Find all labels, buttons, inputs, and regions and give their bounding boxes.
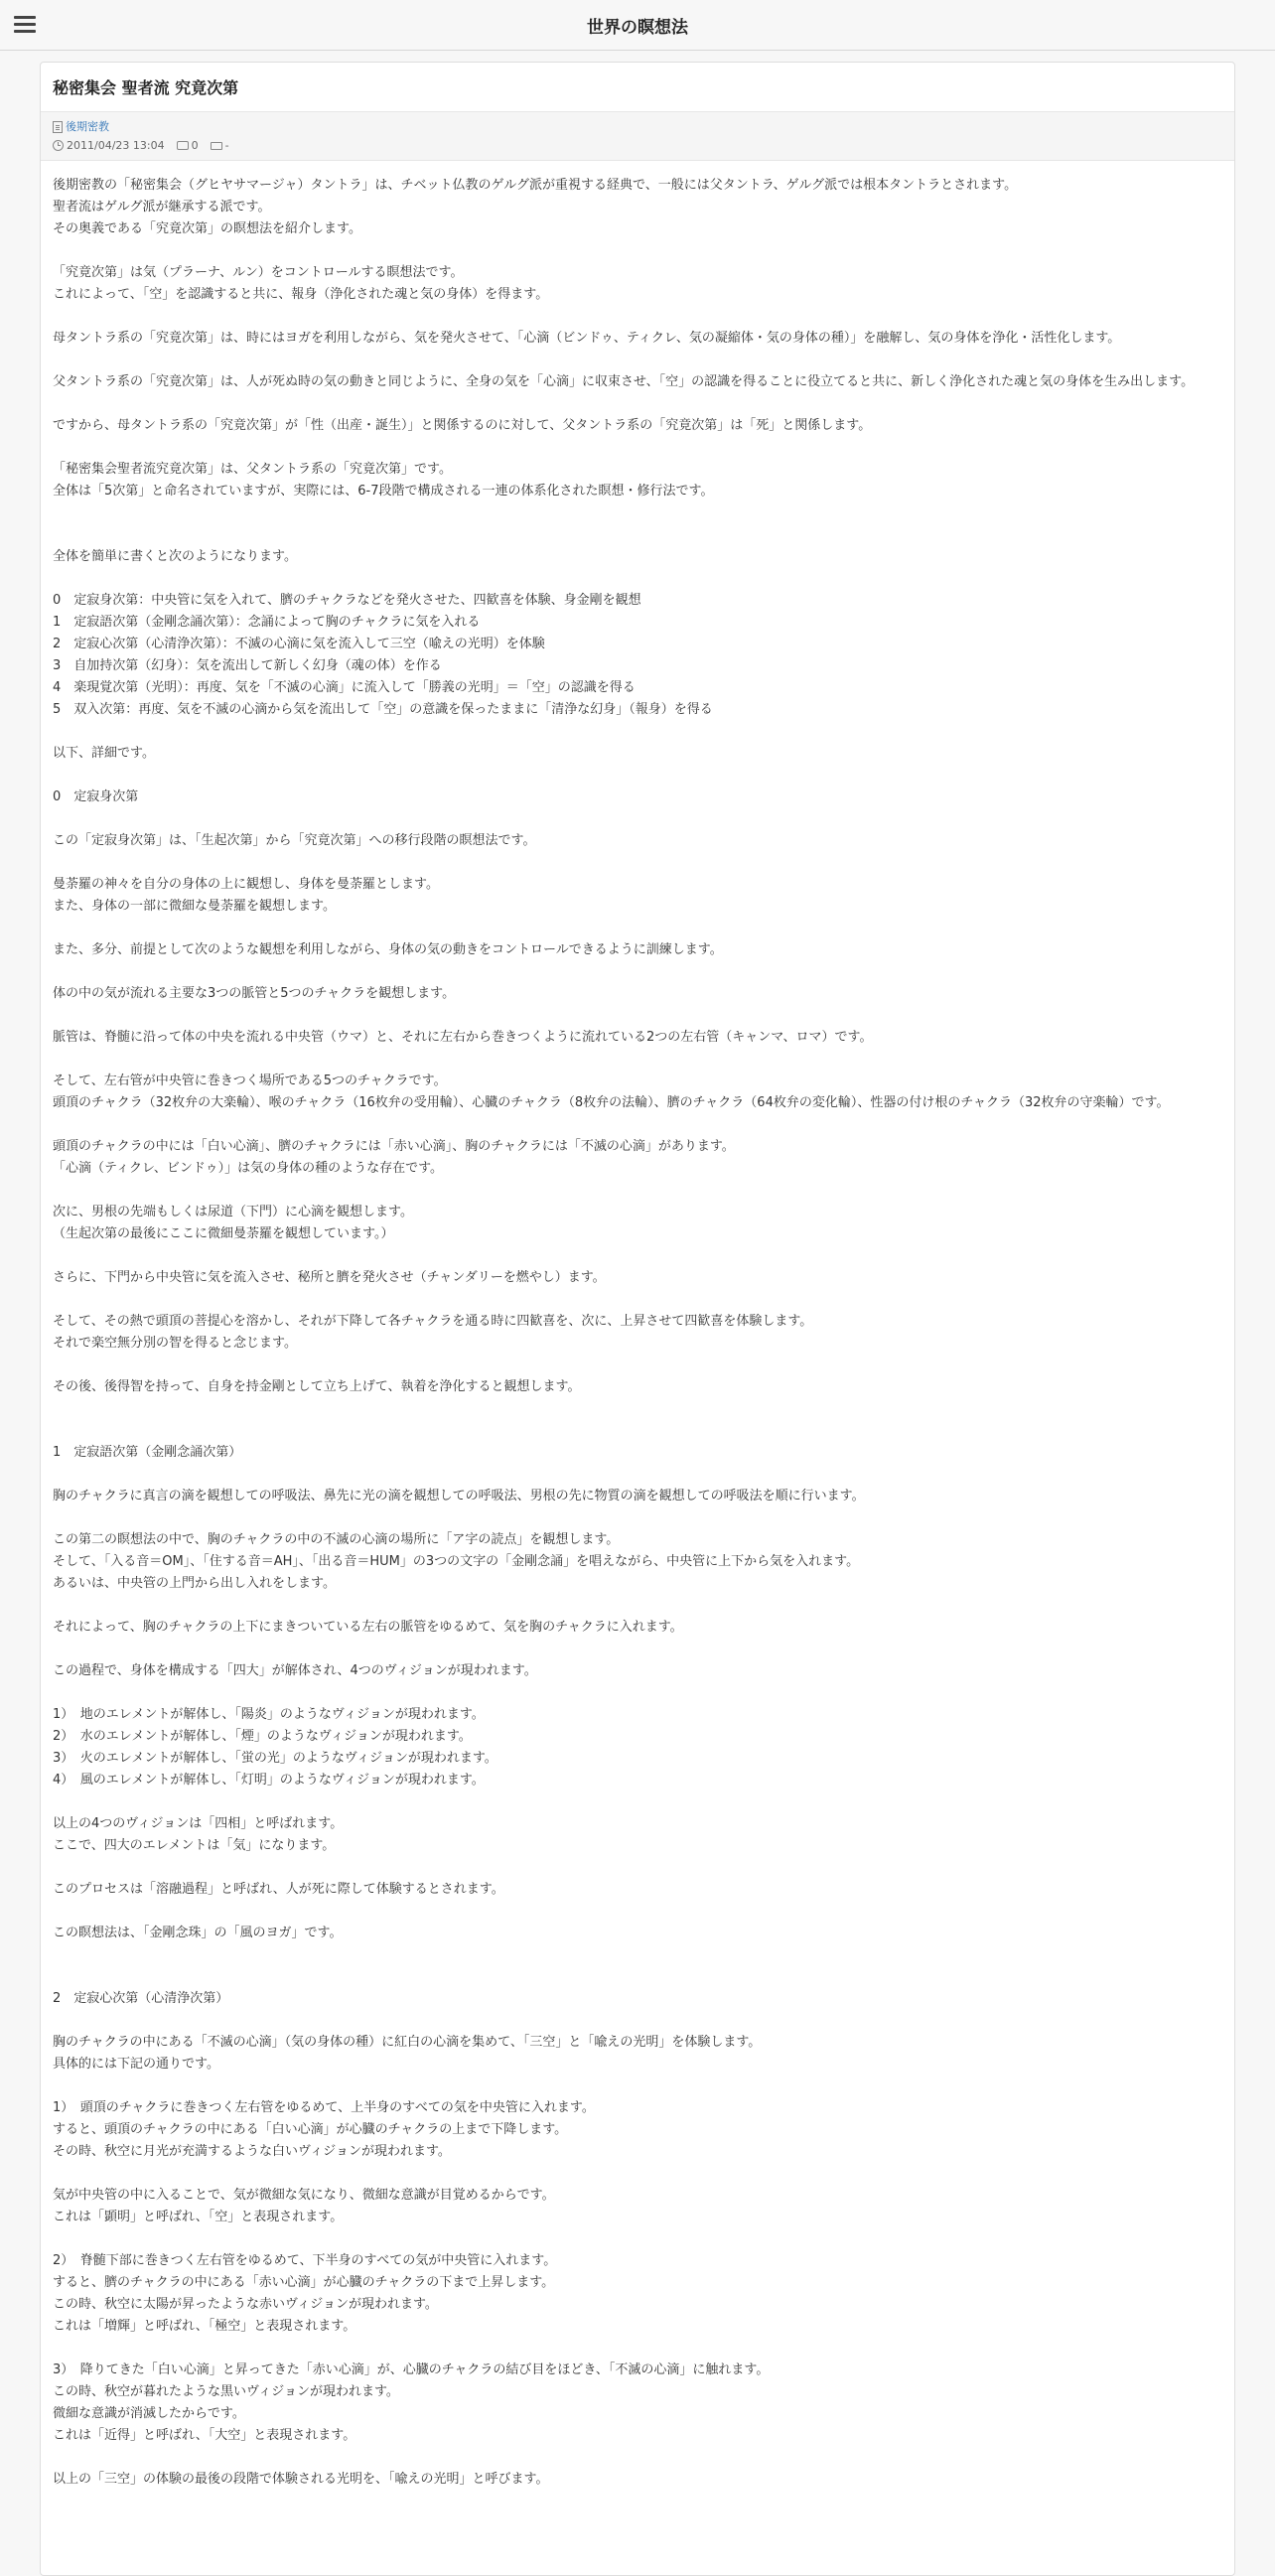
article-paragraph: 1 定寂語次第（金剛念誦次第）：念誦によって胸のチャクラに気を入れる [53, 615, 481, 630]
article-paragraph [53, 1791, 1222, 1813]
article-paragraph: 微細な意識が消滅したからです。 [53, 2406, 245, 2421]
article-card [40, 62, 1235, 2576]
article-paragraph: 4 楽現覚次第（光明）：再度、気を「不滅の心滴」に流入して「勝義の光明」＝「空」の認識を得る [53, 680, 636, 695]
article-paragraph: それによって、胸のチャクラの上下にまきついている左右の脈管をゆるめて、気を胸のチャクラに入れます。 [53, 1620, 683, 1635]
article-paragraph: その奥義である「究竟次第」の瞑想法を紹介します。 [53, 221, 361, 236]
article-paragraph: 後期密教の「秘密集会（グヒヤサマージャ）タントラ」は、チベット仏教のゲルグ派が重視する経典で、一般には父タントラ、ゲルグ派では根本タントラとされます。 [53, 178, 1018, 193]
article-paragraph [53, 961, 1222, 983]
trackback-link[interactable] [211, 136, 229, 155]
article-paragraph: この「定寂身次第」は、「生起次第」から「究竟次第」への移行段階の瞑想法です。 [53, 833, 536, 848]
article-paragraph: これは「近得」と呼ばれ、「大空」と表現されます。 [53, 2428, 356, 2443]
article-paragraph: さらに、下門から中央管に気を流入させ、秘所と臍を発火させ（チャンダリーを燃やし）ます。 [53, 1270, 606, 1285]
article-paragraph: 0 定寂身次第 [53, 789, 139, 804]
article-paragraph: また、身体の一部に微細な曼荼羅を観想します。 [53, 899, 336, 914]
article-paragraph [53, 524, 1222, 546]
article-paragraph [53, 502, 1222, 524]
article-paragraph: 全体を簡単に書くと次のようになります。 [53, 549, 297, 564]
article-paragraph [53, 2447, 1222, 2469]
article-paragraph [53, 1355, 1222, 1376]
article-body [41, 161, 1234, 2491]
article-title[interactable]: 秘密集会 聖者流 究竟次第 [53, 78, 239, 97]
article-paragraph: ですから、母タントラ系の「究竟次第」が「性（出産・誕生）」と関係するのに対して、父タントラ系の「究竟次第」は「死」と関係します。 [53, 418, 872, 433]
article-paragraph: 聖者流はゲルグ派が継承する派です。 [53, 200, 271, 215]
article-paragraph [53, 1507, 1222, 1529]
article-paragraph [53, 2010, 1222, 2032]
article-paragraph: 2） 脊髄下部に巻きつく左右管をゆるめて、下半身のすべての気が中央管に入れます。 [53, 2253, 557, 2268]
article-paragraph [53, 1639, 1222, 1660]
article-paragraph: 父タントラ系の「究竟次第」は、人が死ぬ時の気の動きと同じように、全身の気を「心滴」に収束させ、「空」の認識を得ることに役立てると共に、新しく浄化された魂と気の身体を生み出します。 [53, 374, 1195, 389]
article-paragraph: 4） 風のエレメントが解体し、「灯明」のようなヴィジョンが現われます。 [53, 1773, 485, 1788]
article-paragraph: これによって、「空」を認識すると共に、報身（浄化された魂と気の身体）を得ます。 [53, 287, 549, 302]
article-paragraph: 1） 頭頂のチャクラに巻きつく左右管をゆるめて、上半身のすべての気を中央管に入れます。 [53, 2100, 595, 2115]
article-paragraph: 全体は「5次第」と命名されていますが、実際には、6-7段階で構成される一連の体系化された瞑想・修行法です。 [53, 484, 714, 499]
article-paragraph [53, 350, 1222, 371]
article-paragraph [53, 568, 1222, 590]
trackback-count: - [224, 139, 229, 152]
article-paragraph [53, 2075, 1222, 2097]
article-paragraph: （生起次第の最後にここに微細曼荼羅を観想しています。） [53, 1226, 394, 1241]
comment-icon [177, 141, 189, 150]
article-paragraph: 頭頂のチャクラの中には「白い心滴」、臍のチャクラには「赤い心滴」、胸のチャクラには「不滅の心滴」があります。 [53, 1139, 735, 1154]
article-paragraph [53, 240, 1222, 262]
article-paragraph [53, 1966, 1222, 1988]
article-paragraph: すると、頭頂のチャクラの中にある「白い心滴」が心臓のチャクラの上まで下降します。 [53, 2122, 568, 2137]
article-paragraph [53, 1289, 1222, 1311]
article-paragraph: 脈管は、脊髄に沿って体の中央を流れる中央管（ウマ）と、それに左右から巻きつくように流れている2つの左右管（キャンマ、ロマ）です。 [53, 1030, 873, 1045]
article-paragraph: 次に、男根の先端もしくは尿道（下門）に心滴を観想します。 [53, 1205, 413, 1219]
article-paragraph: 3） 降りてきた「白い心滴」と昇ってきた「赤い心滴」が、心臓のチャクラの結び目をほどき、「不滅の心滴」に触れます。 [53, 2362, 770, 2377]
article-paragraph: これは「増輝」と呼ばれ、「極空」と表現されます。 [53, 2319, 356, 2334]
article-paragraph: ここで、四大のエレメントは「気」になります。 [53, 1838, 336, 1853]
article-paragraph: 3 自加持次第（幻身）：気を流出して新しく幻身（魂の体）を作る [53, 658, 442, 673]
article-paragraph: また、多分、前提として次のような観想を利用しながら、身体の気の動きをコントロールできるように訓練します。 [53, 942, 723, 957]
article-paragraph: この瞑想法は、「金剛念珠」の「風のヨガ」です。 [53, 1926, 343, 1940]
article-paragraph [53, 808, 1222, 830]
article-paragraph [53, 765, 1222, 787]
article-paragraph: その後、後得智を持って、自身を持金剛として立ち上げて、執着を浄化すると観想します。 [53, 1379, 581, 1394]
article-paragraph: 2） 水のエレメントが解体し、「煙」のようなヴィジョンが現われます。 [53, 1729, 472, 1744]
article-paragraph [53, 852, 1222, 874]
article-paragraph: あるいは、中央管の上門から出し入れをします。 [53, 1576, 336, 1591]
article-paragraph: 5 双入次第：再度、気を不滅の心滴から気を流出して「空」の意識を保ったままに「清浄な幻身」（報身）を得る [53, 702, 713, 717]
post-datetime: 2011/04/23 13:04 [67, 139, 165, 152]
article-paragraph [53, 393, 1222, 415]
article-paragraph: 2 定寂心次第（心清浄次第）：不滅の心滴に気を流入して三空（喩えの光明）を体験 [53, 637, 545, 651]
article-paragraph: 胸のチャクラに真言の滴を観想しての呼吸法、鼻先に光の滴を観想しての呼吸法、男根の先に物質の滴を観想しての呼吸法を順に行います。 [53, 1489, 865, 1503]
clock-icon [53, 140, 64, 151]
article-paragraph: それで楽空無分別の智を得ると念じます。 [53, 1336, 297, 1351]
comment-count: 0 [191, 139, 199, 152]
site-title[interactable]: 世界の瞑想法 [587, 18, 688, 38]
article-paragraph [53, 721, 1222, 743]
top-bar [0, 0, 1275, 51]
article-paragraph [53, 306, 1222, 328]
article-paragraph: この時、秋空に太陽が昇ったような赤いヴィジョンが現われます。 [53, 2297, 438, 2312]
article-paragraph: 3） 火のエレメントが解体し、「蛍の光」のようなヴィジョンが現われます。 [53, 1751, 497, 1766]
article-paragraph [53, 2228, 1222, 2250]
trackback-icon [211, 142, 222, 150]
article-paragraph: 以下、詳細です。 [53, 746, 155, 761]
article-paragraph: 「秘密集会聖者流究竟次第」は、父タントラ系の「究竟次第」です。 [53, 462, 452, 477]
article-paragraph [53, 1464, 1222, 1486]
article-paragraph: 以上の「三空」の体験の最後の段階で体験される光明を、「喩えの光明」と呼びます。 [53, 2472, 549, 2487]
article-paragraph [53, 1180, 1222, 1202]
article-paragraph: 以上の4つのヴィジョンは「四相」と呼ばれます。 [53, 1816, 344, 1831]
article-paragraph: このプロセスは「溶融過程」と呼ばれ、人が死に際して体験するとされます。 [53, 1882, 504, 1897]
article-paragraph: この第二の瞑想法の中で、胸のチャクラの中の不滅の心滴の場所に「ア字の読点」を観想します。 [53, 1532, 620, 1547]
article-paragraph: 胸のチャクラの中にある「不滅の心滴」（気の身体の種）に紅白の心滴を集めて、「三空」と「喩えの光明」を体験します。 [53, 2035, 762, 2050]
article-paragraph: この時、秋空が暮れたような黒いヴィジョンが現われます。 [53, 2384, 399, 2399]
article-meta [41, 111, 1234, 161]
article-paragraph [53, 2338, 1222, 2360]
article-paragraph [53, 1420, 1222, 1442]
article-paragraph: この過程で、身体を構成する「四大」が解体され、4つのヴィジョンが現われます。 [53, 1663, 537, 1678]
article-paragraph: 具体的には下記の通りです。 [53, 2057, 219, 2072]
article-paragraph [53, 1901, 1222, 1923]
article-paragraph [53, 437, 1222, 459]
article-paragraph [53, 918, 1222, 939]
article-paragraph: そして、その熱で頭頂の菩提心を溶かし、それが下降して各チャクラを通る時に四歓喜を、次に、上昇させて四歓喜を体験します。 [53, 1314, 813, 1329]
article-paragraph: その時、秋空に月光が充満するような白いヴィジョンが現われます。 [53, 2144, 451, 2159]
article-paragraph [53, 1682, 1222, 1704]
article-paragraph: 曼荼羅の神々を自分の身体の上に観想し、身体を曼荼羅とします。 [53, 877, 439, 892]
article-paragraph [53, 1857, 1222, 1879]
article-paragraph [53, 1595, 1222, 1617]
article-paragraph [53, 1005, 1222, 1027]
article-paragraph [53, 1944, 1222, 1966]
article-paragraph: 母タントラ系の「究竟次第」は、時にはヨガを利用しながら、気を発火させて、「心滴（ビンドゥ、ティクレ、気の凝縮体・気の身体の種）」を融解し、気の身体を浄化・活性化します。 [53, 331, 1121, 346]
category-link[interactable]: 後期密教 [66, 120, 109, 133]
article-paragraph: すると、臍のチャクラの中にある「赤い心滴」が心臓のチャクラの下まで上昇します。 [53, 2275, 555, 2290]
article-paragraph: これは「顕明」と呼ばれ、「空」と表現されます。 [53, 2210, 344, 2224]
article-paragraph [53, 1114, 1222, 1136]
category-icon [53, 121, 63, 133]
article-paragraph: 頭頂のチャクラ（32枚弁の大楽輪）、喉のチャクラ（16枚弁の受用輪）、心臓のチャクラ（8枚弁の法輪）、臍のチャクラ（64枚弁の変化輪）、性器の付け根のチャクラ（32枚弁の守楽輪）です。 [53, 1095, 1170, 1110]
article-paragraph [53, 1245, 1222, 1267]
article-paragraph: 「心滴（ティクレ、ビンドゥ）」は気の身体の種のような存在です。 [53, 1161, 444, 1176]
article-paragraph: 1） 地のエレメントが解体し、「陽炎」のようなヴィジョンが現われます。 [53, 1707, 485, 1722]
article-paragraph: 0 定寂身次第：中央管に気を入れて、臍のチャクラなどを発火させた、四歓喜を体験、身金剛を観想 [53, 593, 641, 608]
article-paragraph: 気が中央管の中に入ることで、気が微細な気になり、微細な意識が目覚めるからです。 [53, 2188, 555, 2203]
article-paragraph [53, 1398, 1222, 1420]
comments-link[interactable] [177, 136, 199, 155]
article-paragraph: 1 定寂語次第（金剛念誦次第） [53, 1445, 242, 1460]
article-paragraph: 2 定寂心次第（心清浄次第） [53, 1991, 229, 2006]
article-paragraph: そして、「入る音＝OM」、「住する音＝AH」、「出る音＝HUM」の3つの文字の「金剛念誦」を唱えながら、中央管に上下から気を入れます。 [53, 1554, 860, 1569]
article-paragraph [53, 1049, 1222, 1071]
article-paragraph [53, 2163, 1222, 2185]
article-paragraph: そして、左右管が中央管に巻きつく場所である5つのチャクラです。 [53, 1073, 447, 1088]
article-paragraph: 「究竟次第」は気（プラーナ、ルン）をコントロールする瞑想法です。 [53, 265, 464, 280]
article-paragraph: 体の中の気が流れる主要な3つの脈管と5つのチャクラを観想します。 [53, 986, 456, 1001]
